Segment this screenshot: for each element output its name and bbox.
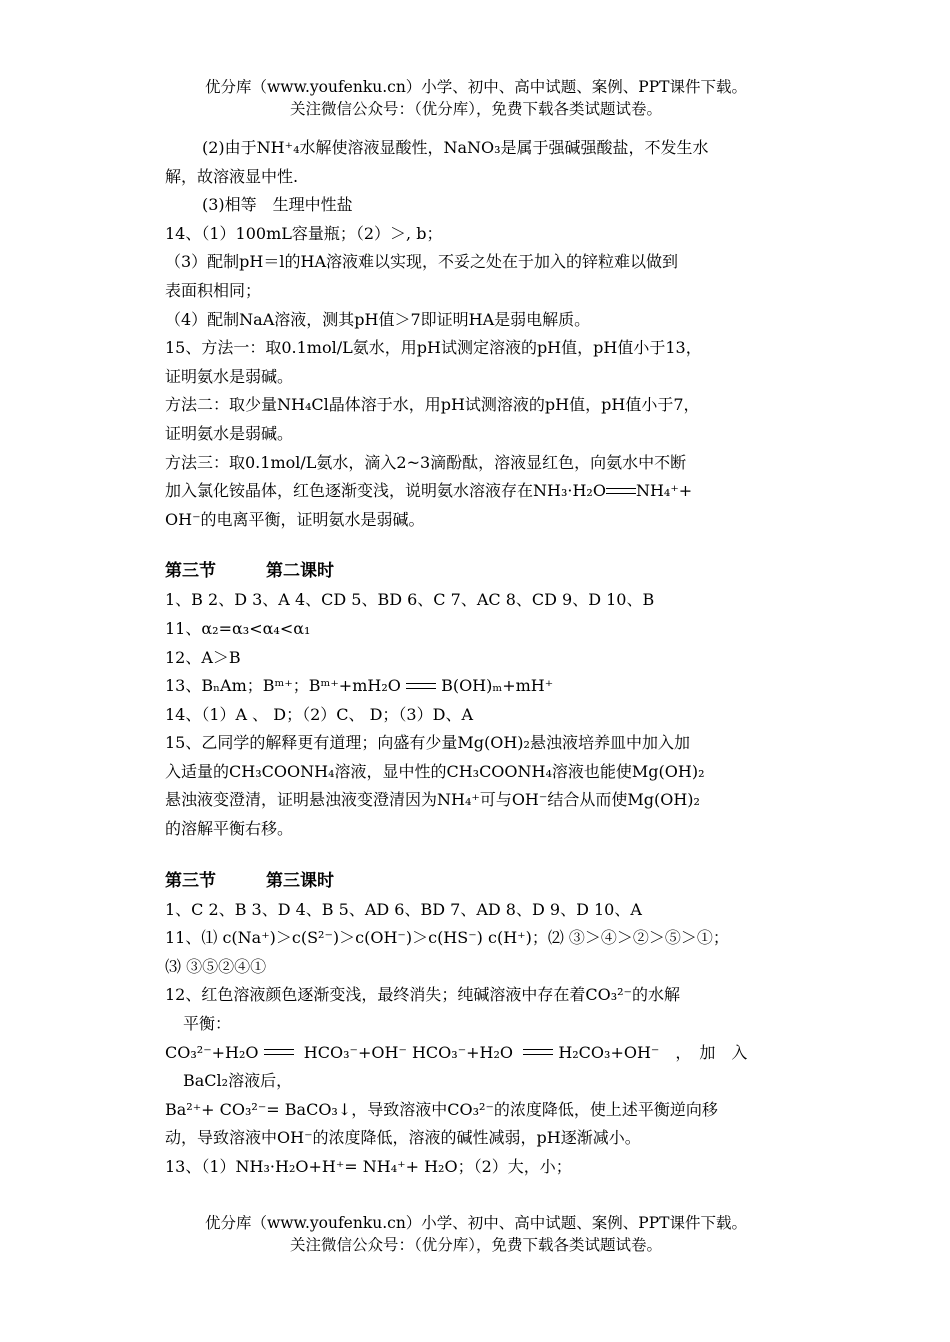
text-line: 的溶解平衡右移。	[165, 819, 294, 839]
page-header	[165, 76, 787, 120]
text-segment: HCO₃⁻+OH⁻ HCO₃⁻+H₂O	[303, 1042, 514, 1062]
equilibrium-arrow-icon	[523, 1048, 553, 1058]
section-heading	[165, 556, 787, 586]
text-line: 11、α₂=α₃<α₄<α₁	[165, 618, 311, 638]
footer-line-2: 关注微信公众号：（优分库），免费下载各类试题试卷。	[289, 1236, 662, 1254]
text-line: 1、B 2、D 3、A 4、CD 5、BD 6、C 7、AC 8、CD 9、D 10、B	[165, 590, 655, 610]
text-line: 14、（1）A 、 D；（2）C、 D；（3）D、A	[165, 704, 473, 724]
text-line: 方法二：取少量NH₄Cl晶体溶于水，用pH试测溶液的pH值，pH值小于7，	[165, 395, 700, 415]
text-line: 解，故溶液显中性.	[165, 166, 299, 186]
text-line: 动，导致溶液中OH⁻的浓度降低，溶液的碱性减弱，pH逐渐减小。	[165, 1128, 641, 1148]
text-line: OH⁻的电离平衡，证明氨水是弱碱。	[165, 509, 425, 529]
text-line: Ba²⁺+ CO₃²⁻= BaCO₃↓，导致溶液中CO₃²⁻的浓度降低，使上述平衡逆向移	[165, 1099, 718, 1119]
header-line-1: 优分库（www.youfenku.cn）小学、初中、高中试题、案例、PPT课件下载。	[204, 78, 748, 96]
section-heading	[165, 866, 787, 896]
text-line: BaCl₂溶液后，	[183, 1071, 293, 1091]
header-line-2: 关注微信公众号：（优分库），免费下载各类试题试卷。	[289, 100, 662, 118]
text-line: (2)由于NH⁺₄水解使溶液显酸性，NaNO₃是属于强碱强酸盐，不发生水	[202, 138, 709, 157]
text-line: 13、（1）NH₃·H₂O+H⁺= NH₄⁺+ H₂O；（2）大，小；	[165, 1157, 572, 1176]
text-line: 12、红色溶液颜色逐渐变浅，最终消失；纯碱溶液中存在着CO₃²⁻的水解	[165, 985, 680, 1005]
section-title: 第三节	[165, 870, 216, 891]
text-segment: H₂CO₃+OH⁻ ， 加 入	[558, 1042, 748, 1062]
text-line: 表面积相同；	[165, 280, 262, 300]
text-segment: B(OH)ₘ+mH⁺	[441, 676, 554, 696]
text-line: ⑶ ③⑤②④①	[165, 956, 267, 976]
text-line: 平衡：	[183, 1014, 232, 1034]
equilibrium-line	[165, 672, 787, 701]
equilibrium-line	[165, 477, 787, 506]
text-segment: NH₄⁺+	[635, 481, 693, 501]
text-line: 入适量的CH₃COONH₄溶液，显中性的CH₃COONH₄溶液也能使Mg(OH)₂	[165, 761, 705, 781]
text-line: 15、方法一：取0.1mol/L氨水，用pH试测定溶液的pH值，pH值小于13，	[165, 338, 702, 358]
text-segment: CO₃²⁻+H₂O	[165, 1042, 259, 1062]
text-line: 1、C 2、B 3、D 4、B 5、AD 6、BD 7、AD 8、D 9、D 10、A	[165, 899, 642, 919]
equilibrium-line	[165, 1039, 787, 1068]
section-subtitle: 第三课时	[266, 870, 334, 891]
page-footer	[165, 1212, 787, 1256]
text-line: 14、（1）100mL容量瓶；（2）＞, b；	[165, 223, 443, 243]
section-title: 第三节	[165, 561, 216, 582]
text-line: 悬浊液变澄清，证明悬浊液变澄清因为NH₄⁺可与OH⁻结合从而使Mg(OH)₂	[165, 790, 700, 810]
text-line: (3)相等 生理中性盐	[202, 195, 353, 215]
equilibrium-arrow-icon	[406, 682, 436, 692]
text-line: （3）配制pH＝l的HA溶液难以实现，不妥之处在于加入的锌粒难以做到	[165, 252, 679, 272]
equilibrium-arrow-icon	[606, 487, 636, 497]
text-segment: 13、BₙAm；Bᵐ⁺；Bᵐ⁺+mH₂O	[165, 676, 401, 696]
section-subtitle: 第二课时	[266, 561, 334, 582]
text-line: 11、⑴ c(Na⁺)＞c(S²⁻)＞c(OH⁻)＞c(HS⁻) c(H⁺)；⑵ ③＞④＞②＞⑤＞①；	[165, 928, 729, 948]
text-line: 方法三：取0.1mol/L氨水，滴入2~3滴酚酞，溶液显红色，向氨水中不断	[165, 452, 687, 472]
text-line: 15、乙同学的解释更有道理；向盛有少量Mg(OH)₂悬浊液培养皿中加入加	[165, 733, 690, 753]
footer-line-1: 优分库（www.youfenku.cn）小学、初中、高中试题、案例、PPT课件下载。	[204, 1214, 748, 1232]
text-line: 12、A＞B	[165, 647, 241, 667]
equilibrium-arrow-icon	[264, 1048, 294, 1058]
text-line: 证明氨水是弱碱。	[165, 366, 294, 386]
text-line: （4）配制NaA溶液，测其pH值＞7即证明HA是弱电解质。	[165, 309, 591, 329]
answer-body	[165, 134, 787, 1182]
text-segment: 加入氯化铵晶体，红色逐渐变浅，说明氨水溶液存在NH₃·H₂O	[165, 481, 606, 501]
text-line: 证明氨水是弱碱。	[165, 423, 294, 443]
